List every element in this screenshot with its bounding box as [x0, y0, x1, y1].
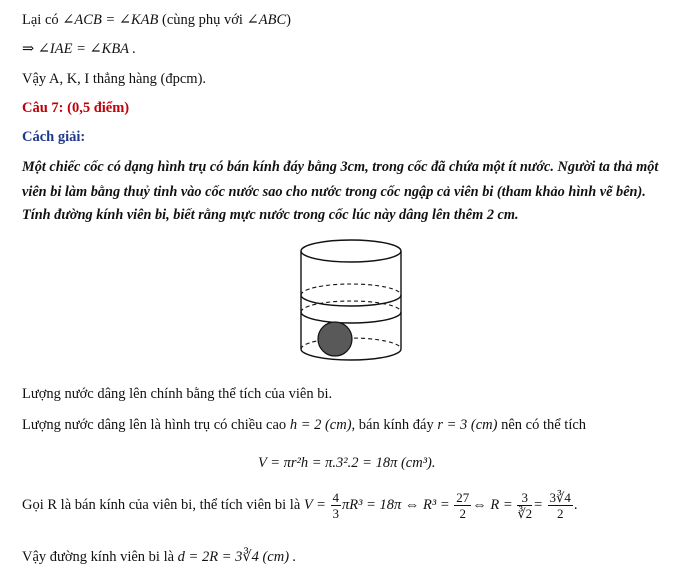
text: Vậy đường kính viên bi là [22, 549, 178, 565]
math: h = 2 (cm) [289, 417, 352, 433]
problem-line-1: Một chiếc cốc có dạng hình trụ có bán kính đáy bằng 3cm, trong cốc đã chứa một ít nước. Người ta thả một [22, 159, 659, 175]
cylinder-bottom-front [301, 349, 401, 360]
solution-line-2 [22, 416, 586, 434]
fraction-3-over-cbrt2 [517, 490, 532, 521]
old-water-level-front [301, 312, 401, 323]
problem-line-2: viên bi làm bằng thuỷ tinh vào cốc nước sao cho nước trong cốc ngập cả viên bi (tham khảo hình vẽ bên). [22, 184, 646, 200]
solution-line-radius [22, 488, 577, 522]
problem-line-3: Tính đường kính viên bi, biết rằng mực nước trong cốc lúc này dâng lên thêm 2 cm. [22, 207, 519, 223]
math: = [533, 497, 543, 513]
method-heading: Cách giải: [22, 129, 86, 145]
text: , bán kính đáy [351, 417, 438, 433]
fraction-3cbrt4-over-2 [548, 490, 573, 521]
denominator: ∛2 [517, 506, 533, 522]
math: d = 2R = 3∛4 (cm) . [177, 549, 297, 565]
cylinder-top-rim [301, 240, 401, 262]
numerator: 4 [332, 490, 340, 506]
solution-line-1: Lượng nước dâng lên chính bằng thể tích của viên bi. [22, 386, 333, 402]
denominator: 2 [459, 506, 467, 522]
text: . [573, 497, 578, 513]
fraction-four-thirds [331, 490, 342, 521]
text: (cùng phụ với [158, 12, 247, 28]
math: ∠ACB = ∠KAB [62, 12, 159, 28]
volume-formula: V = πr²h = π.3².2 = 18π (cm³). [258, 455, 436, 471]
numerator: 27 [456, 490, 470, 506]
text: nên có thể tích [497, 417, 587, 433]
final-answer [22, 548, 296, 566]
numerator: 3∛4 [549, 490, 571, 506]
numerator: 3 [517, 490, 532, 506]
fraction-27-over-2 [454, 490, 471, 521]
math: r = 3 (cm) [437, 417, 498, 433]
line-implication: ⇒ ∠IAE = ∠KBA . [22, 41, 137, 57]
math: πR³ = 18π ⇔ R³ = [342, 497, 450, 513]
line-angle-equality [22, 11, 291, 29]
glass-ball [318, 322, 352, 356]
denominator: 3 [332, 506, 340, 522]
math: ∠ABC [246, 12, 287, 28]
line-conclusion: Vậy A, K, I thẳng hàng (đpcm). [22, 71, 207, 87]
water-level-back [301, 284, 401, 295]
question-title: Câu 7: (0,5 điểm) [22, 100, 130, 116]
cylinder-figure [295, 237, 407, 369]
text: Gọi R là bán kính của viên bi, thể tích viên bi là [22, 497, 304, 513]
math: ⇔ R = [472, 497, 513, 513]
text: Lượng nước dâng lên là hình trụ có chiều cao [22, 417, 290, 433]
text: ) [286, 12, 291, 28]
denominator: 2 [556, 506, 564, 522]
text: Lại có [22, 12, 63, 28]
math: V = [303, 497, 326, 513]
